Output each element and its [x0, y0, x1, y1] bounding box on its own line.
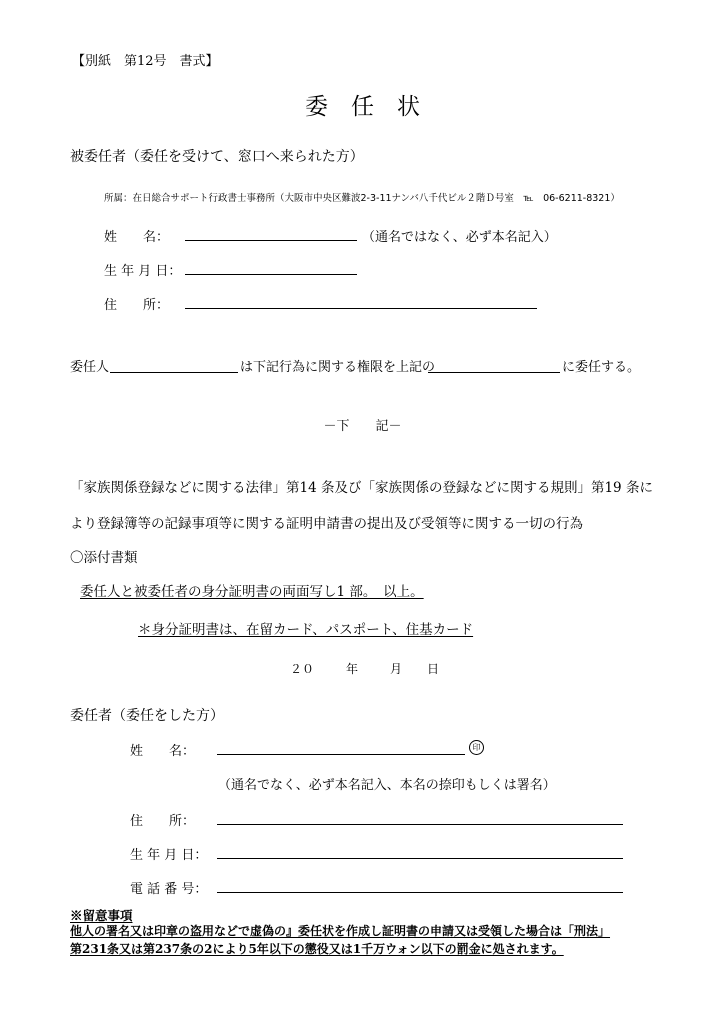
agent-name-note: （通名ではなく、必ず本名記入）: [362, 230, 557, 245]
caution-line-2: 第231条又は第237条の2により5年以下の懲役又は1千万ウォン以下の罰金に処されます。: [70, 942, 564, 956]
form-reference: 【別紙 第12号 書式】: [72, 54, 219, 69]
date-era: ２０: [290, 662, 315, 676]
agent-dob-label: 生 年 月 日：: [104, 264, 182, 279]
delegation-prefix: 委任人: [70, 360, 110, 375]
principal-name-field[interactable]: [217, 754, 465, 755]
attachments-heading: 〇添付書類: [70, 550, 138, 566]
agent-address-label: 住 所：: [104, 298, 170, 313]
principal-dob-label: 生 年 月 日：: [130, 848, 208, 863]
delegation-suffix: に委任する。: [562, 360, 641, 375]
agent-name-label: 姓 名：: [104, 230, 170, 245]
attachments-note: ＊身分証明書は、在留カード、パスポート、住基カード: [138, 622, 474, 638]
date-year: 年: [346, 662, 359, 676]
caution-line-1: 他人の署名又は印章の盗用などで虚偽の』委任状を作成し証明書の申請又は受領した場合は「刑法」: [70, 924, 611, 938]
notes-heading: －下 記－: [323, 419, 402, 434]
principal-phone-label: 電 話 番 号：: [130, 882, 208, 897]
agent-address-field[interactable]: [185, 308, 537, 309]
agent-name-field[interactable]: [185, 240, 357, 241]
seal-mark: 印: [469, 740, 484, 755]
principal-name-label: 姓 名：: [130, 744, 196, 759]
date-month: 月: [390, 662, 403, 676]
principal-heading: 委任者（委任をした方）: [70, 708, 224, 724]
delegation-middle: は下記行為に関する権限を上記の: [240, 360, 436, 375]
principal-address-field[interactable]: [217, 824, 623, 825]
agent-affiliation: 所属：在日総合サポート行政書士事務所（大阪市中央区難波2-3-11ナンバ八千代ビル２階Ｄ号室 ℡ 06-6211-8321）: [104, 193, 620, 204]
principal-name-note: （通名でなく、必ず本名記入、本名の捺印もしくは署名）: [218, 778, 556, 793]
caution-heading: ※留意事項: [70, 908, 133, 923]
agent-heading: 被委任者（委任を受けて、窓口へ来られた方）: [70, 149, 364, 165]
document-title: 委 任 状: [305, 94, 420, 120]
agent-dob-field[interactable]: [185, 274, 357, 275]
body-line-1: 「家族関係登録などに関する法律」第14 条及び「家族関係の登録などに関する規則」第19 条に: [70, 480, 653, 496]
attachments-item: 委任人と被委任者の身分証明書の両面写し1 部。 以上。: [80, 584, 424, 600]
principal-name-blank[interactable]: [110, 372, 238, 373]
principal-address-label: 住 所：: [130, 814, 196, 829]
date-day: 日: [427, 662, 440, 676]
principal-phone-field[interactable]: [217, 892, 623, 893]
principal-dob-field[interactable]: [217, 858, 623, 859]
body-line-2: より登録簿等の記録事項等に関する証明申請書の提出及び受領等に関する一切の行為: [70, 516, 583, 532]
agent-name-blank[interactable]: [428, 372, 560, 373]
